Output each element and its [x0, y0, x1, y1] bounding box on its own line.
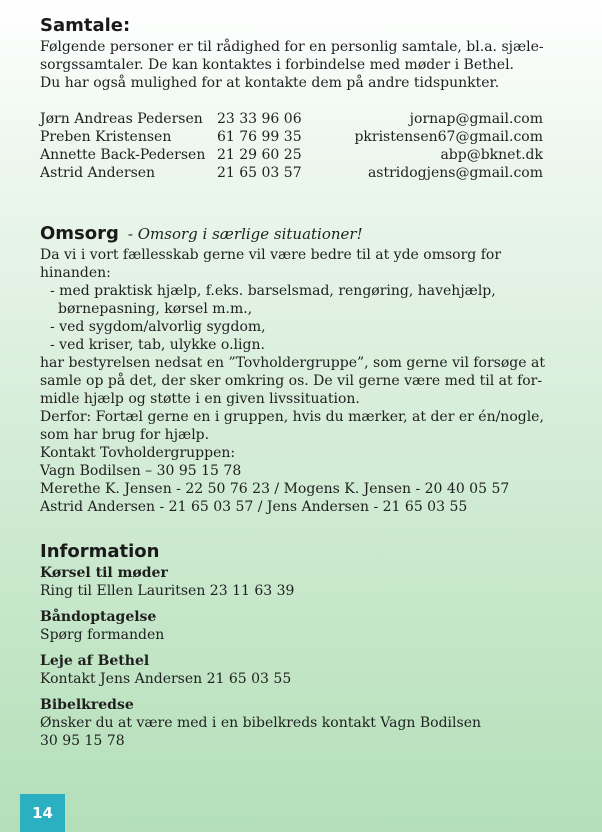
contact-name: Preben Kristensen: [40, 129, 172, 145]
contact-row: [40, 110, 543, 128]
page-number-badge: 14: [20, 794, 65, 832]
omsorg-bullet: - med praktisk hjælp, f.eks. barselsmad, rengøring, havehjælp,: [50, 283, 496, 299]
omsorg-bullet: - ved sygdom/alvorlig sygdom,: [50, 319, 266, 335]
contact-name: Annette Back-Pedersen: [40, 147, 206, 163]
samtale-heading: Samtale:: [40, 15, 131, 36]
omsorg-body: har bestyrelsen nedsat en ”Tovholdergruppe”, som gerne vil forsøge at samle op på det, der sker omkring os. De vil gerne være med til at for- midle hjælp og støtte i en given livssituation. Derfor: Fortæl gerne en i gruppen, hvis du mærker, at der er én/nogle, som har brug for hjælp. Kontakt Tovholdergruppen: Vagn Bodilsen – 30 95 15 78 Merethe K. Jensen - 22 50 76 23 / Mogens K. Jensen - 20 40 05 57 Astrid Andersen - 21 65 03 57 / Jens Andersen - 21 65 03 55: [40, 355, 545, 515]
info-item-text: Spørg formanden: [40, 627, 165, 643]
info-item-text: Ring til Ellen Lauritsen 23 11 63 39: [40, 583, 295, 599]
contact-row: [40, 164, 543, 182]
contact-phone: 23 33 96 06: [217, 111, 302, 127]
omsorg-heading: Omsorg: [40, 223, 119, 244]
contact-row: [40, 146, 543, 164]
contact-email: pkristensen67@gmail.com: [354, 129, 543, 145]
info-item-title: Bibelkredse: [40, 697, 134, 713]
contact-phone: 21 29 60 25: [217, 147, 302, 163]
contact-email: abp@bknet.dk: [440, 147, 543, 163]
samtale-intro: Følgende personer er til rådighed for en personlig samtale, bl.a. sjæle- sorgssamtaler. De kan kontaktes i forbindelse med møder i Bethel. Du har også mulighed for at kontakte dem på andre tidspunkter.: [40, 39, 544, 91]
samtale-section: [40, 14, 545, 182]
omsorg-subtitle: - Omsorg i særlige situationer!: [127, 225, 363, 243]
contact-row: [40, 128, 543, 146]
information-section: [40, 540, 545, 750]
info-item-text: Ønsker du at være med i en bibelkreds kontakt Vagn Bodilsen 30 95 15 78: [40, 715, 481, 749]
omsorg-section: [40, 222, 545, 516]
contact-phone: 61 76 99 35: [217, 129, 302, 145]
contact-list: [40, 110, 545, 182]
contact-email: astridogjens@gmail.com: [367, 165, 543, 181]
omsorg-intro: Da vi i vort fællesskab gerne vil være bedre til at yde omsorg for hinanden:: [40, 247, 502, 281]
info-item-title: Båndoptagelse: [40, 609, 157, 625]
information-heading: Information: [40, 541, 160, 562]
info-item-title: Leje af Bethel: [40, 653, 150, 669]
contact-phone: 21 65 03 57: [217, 165, 302, 181]
omsorg-header: [40, 222, 545, 246]
contact-name: Astrid Andersen: [40, 165, 156, 181]
info-item-title: Kørsel til møder: [40, 565, 168, 581]
page-content: [40, 14, 545, 750]
info-item-text: Kontakt Jens Andersen 21 65 03 55: [40, 671, 292, 687]
contact-name: Jørn Andreas Pedersen: [40, 111, 203, 127]
contact-email: jornap@gmail.com: [409, 111, 543, 127]
omsorg-bullet-continuation: børnepasning, kørsel m.m.,: [58, 301, 253, 317]
omsorg-bullet: - ved kriser, tab, ulykke o.lign.: [50, 337, 265, 353]
